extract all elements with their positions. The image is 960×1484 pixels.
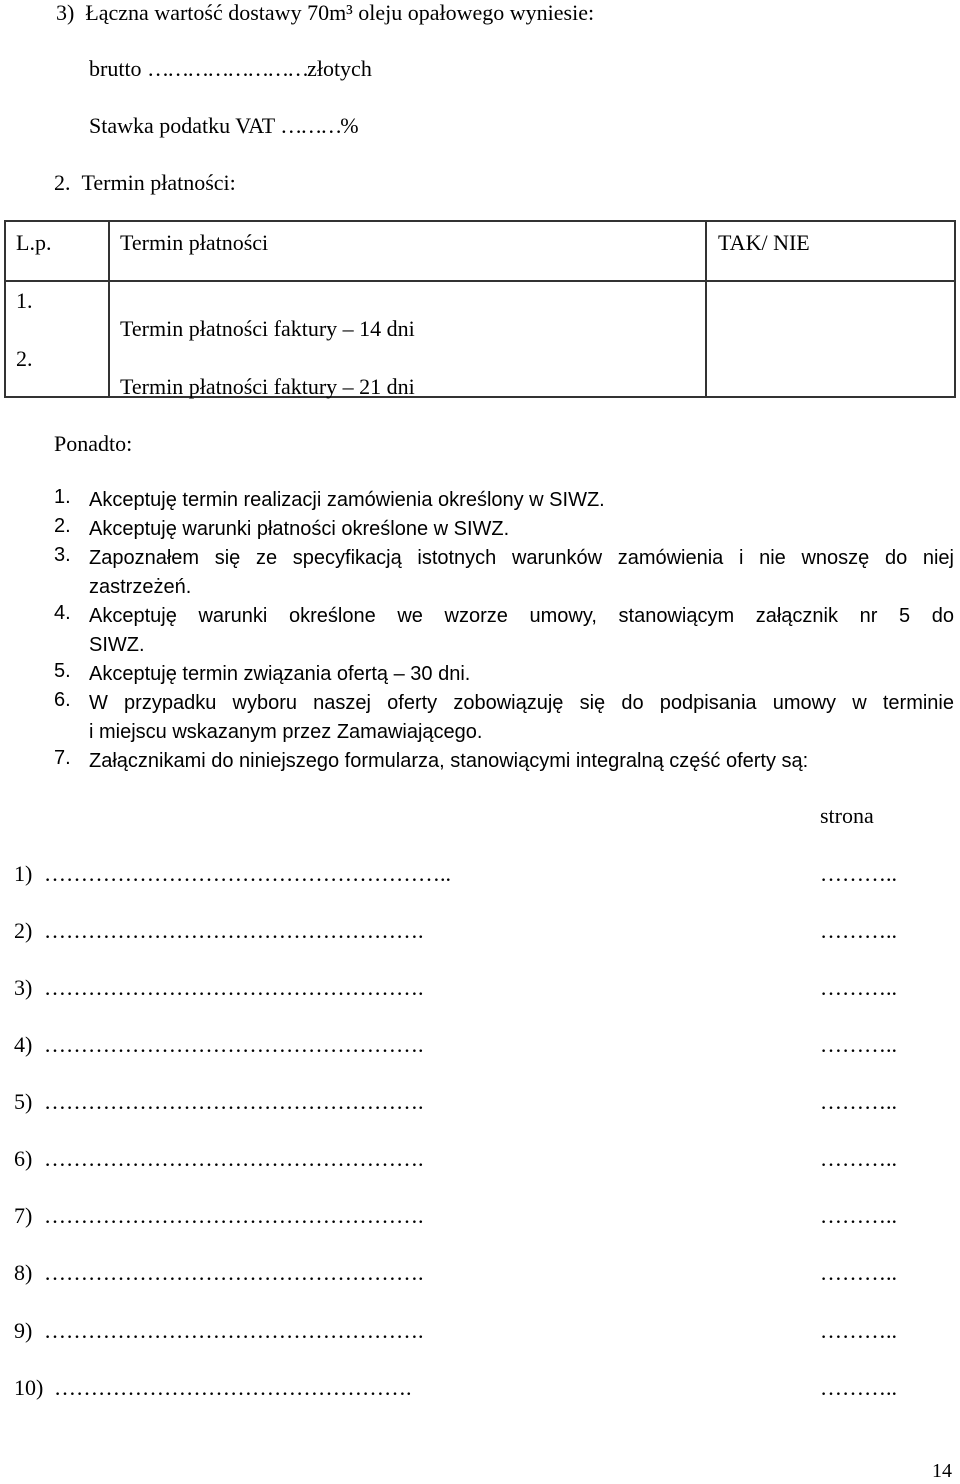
list-item-text: Akceptuję warunki płatności określone w SIWZ. (89, 518, 510, 540)
table-divider (705, 222, 707, 396)
list-item-text: Akceptuję termin realizacji zamówienia określony w SIWZ. (89, 489, 605, 511)
attachment-name-field[interactable]: ……………………………………………. (44, 975, 424, 1000)
attachment-number: 8) (14, 1260, 33, 1285)
table-header-tak-nie: TAK/ NIE (718, 230, 810, 255)
attachment-number: 10) (14, 1375, 44, 1400)
list-item-text-continued: SIWZ. (89, 634, 145, 656)
table-divider (108, 222, 110, 396)
attachment-page-field[interactable]: ……….. (820, 918, 897, 943)
list-item-text: W przypadku wyboru naszej oferty zobowiązuję się do podpisania umowy w terminie (89, 692, 954, 714)
list-item-number: 4. (54, 602, 71, 624)
attachment-page-field[interactable]: ……….. (820, 1146, 897, 1171)
attachment-number: 2) (14, 918, 33, 943)
attachment-name-field[interactable]: ……………………………………………. (44, 918, 424, 943)
list-item-number: 7. (54, 747, 71, 769)
attachment-page-field[interactable]: ……….. (820, 975, 897, 1000)
attachment-row (14, 1375, 944, 1405)
vat-dots[interactable]: ……… (280, 113, 341, 138)
attachment-number: 6) (14, 1146, 33, 1171)
attachment-name-field[interactable]: ……………………………………………. (44, 1203, 424, 1228)
attachment-row (14, 975, 944, 1005)
list-item-number: 5. (54, 660, 71, 682)
ponadto-heading: Ponadto: (54, 431, 133, 456)
attachment-row (14, 918, 944, 948)
attachment-name-field[interactable]: ……………………………………………. (44, 1032, 424, 1057)
attachment-page-field[interactable]: ……….. (820, 1032, 897, 1057)
attachment-row (14, 1146, 944, 1176)
attachment-name-field[interactable]: ……………………………………………….. (44, 861, 451, 886)
page-number: 14 (932, 1460, 952, 1482)
attachment-number: 5) (14, 1089, 33, 1114)
attachment-page-field[interactable]: ……….. (820, 1375, 897, 1400)
attachment-name-field[interactable]: ……………………………………………. (44, 1146, 424, 1171)
attachment-number: 9) (14, 1318, 33, 1343)
section-2-heading: 2. Termin płatności: (54, 170, 236, 195)
attachment-row (14, 1318, 944, 1348)
attachment-page-field[interactable]: ……….. (820, 1203, 897, 1228)
attachment-page-field[interactable]: ……….. (820, 1318, 897, 1343)
attachment-page-field[interactable]: ……….. (820, 1089, 897, 1114)
list-item-number: 2. (54, 515, 71, 537)
list-item-text: Zapoznałem się ze specyfikacją istotnych warunków zamówienia i nie wnoszę do niej (89, 547, 954, 569)
list-item-number: 1. (54, 486, 71, 508)
attachment-name-field[interactable]: …………………………………………. (54, 1375, 412, 1400)
attachment-number: 1) (14, 861, 33, 886)
brutto-dots[interactable]: …………………… (147, 56, 308, 81)
vat-line (89, 113, 359, 139)
attachments-page-column-header: strona (820, 803, 874, 828)
attachment-row (14, 1032, 944, 1062)
item-3-total-value: 3) Łączna wartość dostawy 70m³ oleju opałowego wyniesie: (56, 0, 595, 25)
attachment-page-field[interactable]: ……….. (820, 861, 897, 886)
list-item-number: 6. (54, 689, 71, 711)
attachment-row (14, 1089, 944, 1119)
list-item-text-continued: zastrzeżeń. (89, 576, 192, 598)
attachment-row (14, 1203, 944, 1233)
attachment-row (14, 1260, 944, 1290)
brutto-label: brutto (89, 56, 142, 81)
brutto-unit: złotych (307, 56, 372, 81)
list-item-text: Akceptuję warunki określone we wzorze umowy, stanowiącym załącznik nr 5 do (89, 605, 954, 627)
table-header-divider (6, 280, 954, 282)
tak-nie-answer-cell[interactable] (718, 288, 948, 388)
vat-label: Stawka podatku VAT (89, 113, 275, 138)
payment-terms-table (4, 220, 956, 398)
attachment-number: 4) (14, 1032, 33, 1057)
table-header-lp: L.p. (16, 230, 52, 255)
attachment-name-field[interactable]: ……………………………………………. (44, 1089, 424, 1114)
list-item-text: Akceptuję termin związania ofertą – 30 dni. (89, 663, 471, 685)
vat-unit: % (340, 113, 359, 138)
list-item-number: 3. (54, 544, 71, 566)
attachment-number: 7) (14, 1203, 33, 1228)
attachment-name-field[interactable]: ……………………………………………. (44, 1318, 424, 1343)
list-item-text: Załącznikami do niniejszego formularza, stanowiącymi integralną część oferty są: (89, 750, 809, 772)
table-row-1-term: Termin płatności faktury – 14 dni (120, 316, 415, 341)
table-row-2-term: Termin płatności faktury – 21 dni (120, 374, 415, 399)
list-item-text-continued: i miejscu wskazanym przez Zamawiającego. (89, 721, 483, 743)
brutto-line (89, 56, 372, 82)
attachment-page-field[interactable]: ……….. (820, 1260, 897, 1285)
table-row-1-number: 1. (16, 288, 33, 313)
attachment-row (14, 861, 944, 891)
attachment-number: 3) (14, 975, 33, 1000)
table-row-2-number: 2. (16, 346, 33, 371)
attachment-name-field[interactable]: ……………………………………………. (44, 1260, 424, 1285)
table-header-term: Termin płatności (120, 230, 269, 255)
